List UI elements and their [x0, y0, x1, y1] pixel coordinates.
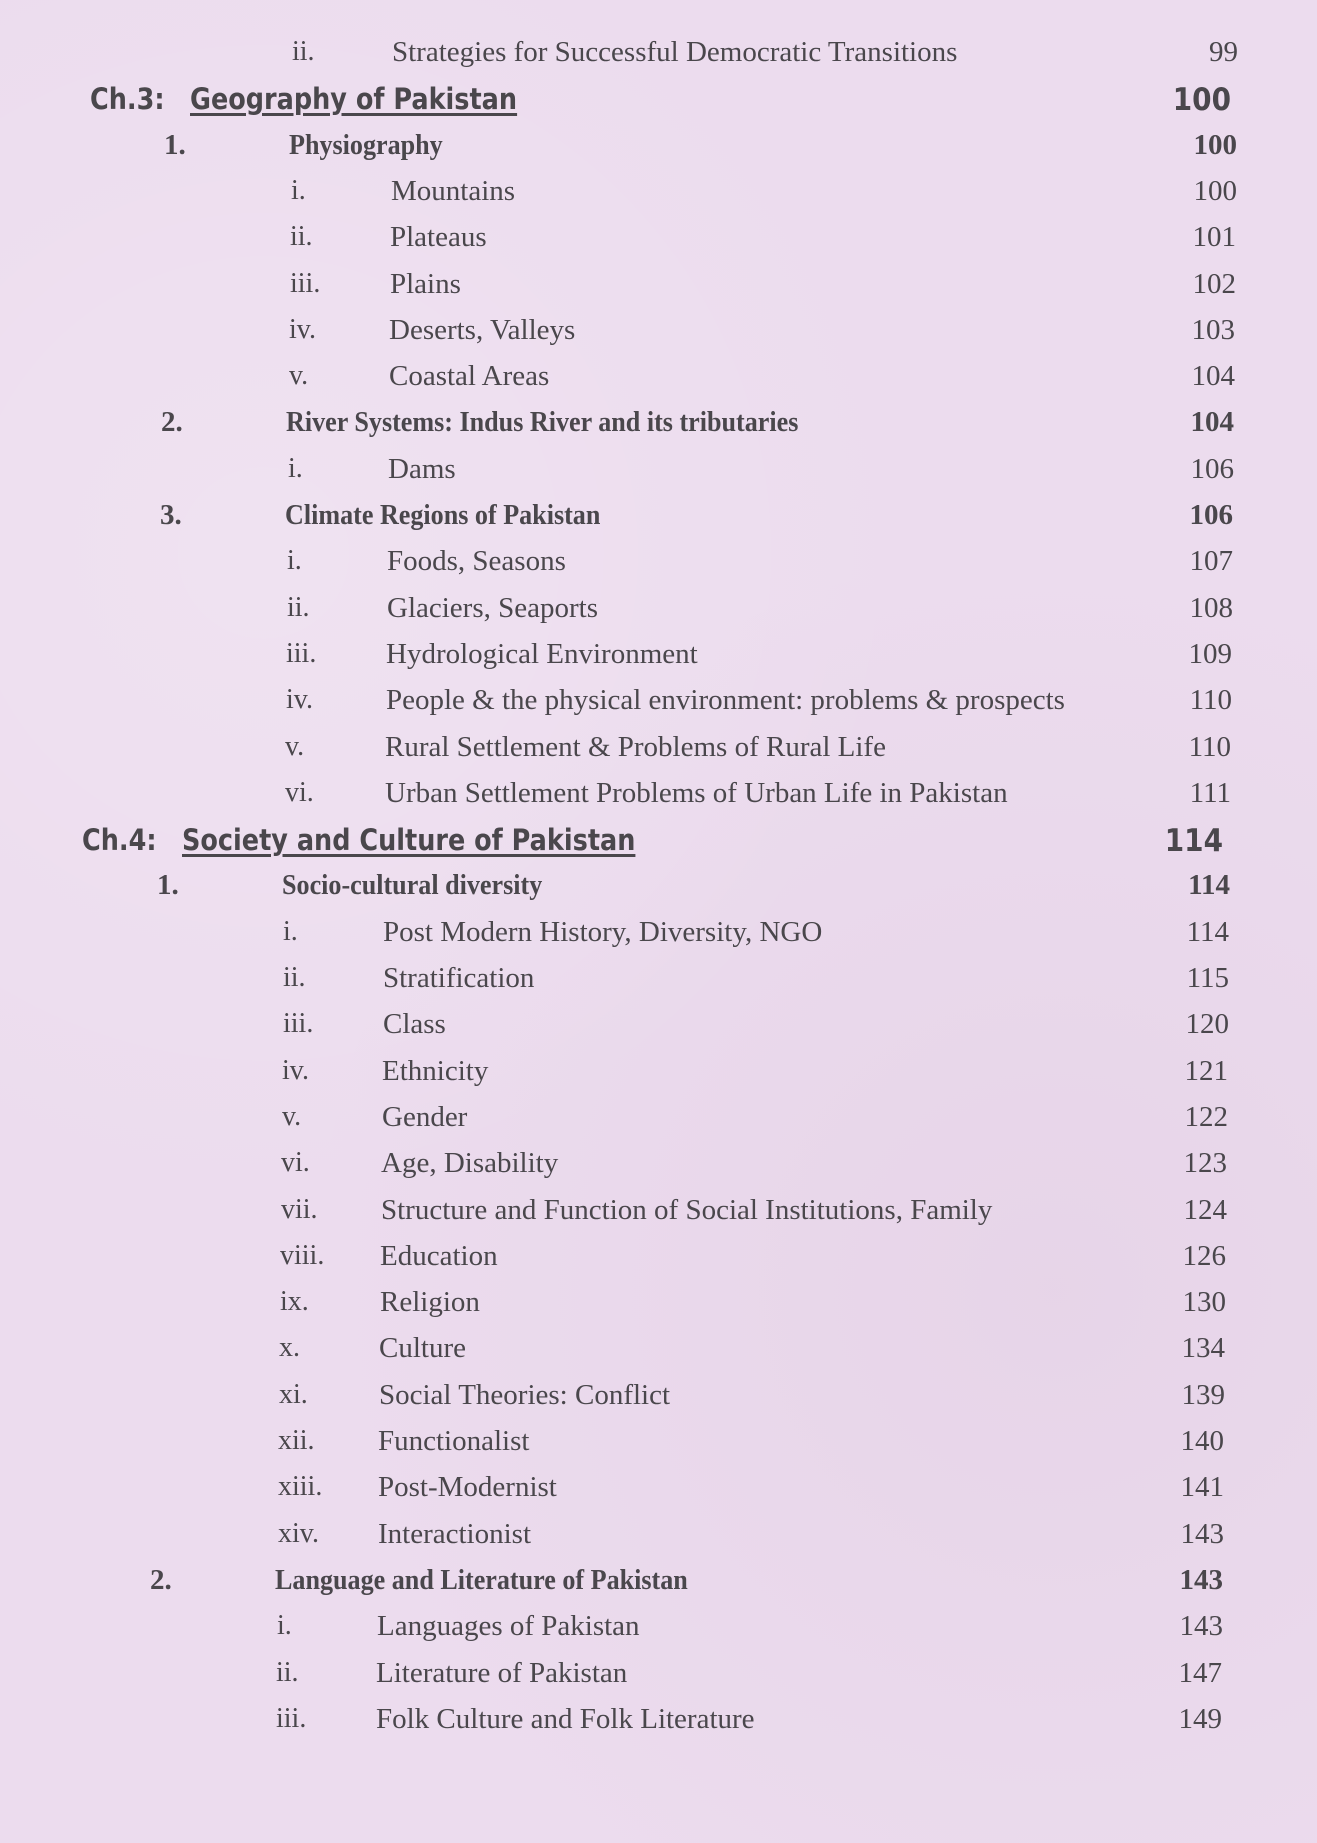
- entry-title: Glaciers, Seaports: [387, 591, 598, 624]
- entry-title: Religion: [380, 1286, 480, 1319]
- chapter-number: Ch.3:: [90, 82, 165, 117]
- section-title: Socio-cultural diversity: [282, 869, 543, 902]
- subsection-entry: [0, 221, 1317, 265]
- page-number: 143: [1179, 1563, 1223, 1596]
- subsection-entry: [0, 175, 1317, 219]
- subsection-entry: [0, 1703, 1317, 1747]
- page-number: 104: [1191, 360, 1235, 393]
- subsection-entry: [0, 777, 1317, 821]
- subsection-entry: [0, 1425, 1317, 1469]
- entry-title: Structure and Function of Social Institutions, Family: [381, 1193, 993, 1226]
- page-number: 114: [1164, 823, 1223, 860]
- entry-number: iii.: [283, 1008, 314, 1040]
- section-entry: [0, 499, 1317, 543]
- page-number: 101: [1192, 221, 1236, 254]
- subsection-entry: [0, 638, 1317, 682]
- entry-title: Mountains: [391, 174, 516, 207]
- page-number: 141: [1180, 1471, 1224, 1504]
- page-number: 122: [1184, 1100, 1228, 1133]
- subsection-entry: [0, 453, 1317, 497]
- entry-title: Plateaus: [390, 221, 487, 254]
- page-number: 124: [1183, 1193, 1227, 1226]
- page-number: 102: [1192, 267, 1236, 300]
- chapter-title: Geography of Pakistan: [190, 82, 518, 117]
- entry-number: ii.: [292, 36, 315, 67]
- entry-number: iii.: [290, 267, 321, 299]
- page-number: 106: [1190, 452, 1234, 485]
- entry-number: ix.: [280, 1286, 309, 1318]
- section-number: 2.: [150, 1563, 172, 1596]
- entry-title: Age, Disability: [381, 1147, 559, 1180]
- page-number: 140: [1180, 1425, 1224, 1457]
- entry-title: Interactionist: [378, 1517, 532, 1550]
- section-title: Language and Literature of Pakistan: [275, 1563, 688, 1596]
- entry-title: Folk Culture and Folk Literature: [376, 1702, 755, 1735]
- section-entry: [0, 406, 1317, 450]
- subsection-entry: [0, 962, 1317, 1006]
- entry-title: Plains: [390, 267, 461, 300]
- entry-number: iii.: [286, 637, 317, 669]
- chapter-title: Society and Culture of Pakistan: [182, 823, 636, 858]
- entry-number: i.: [283, 915, 298, 947]
- entry-title: People & the physical environment: problems & prospects: [386, 684, 1065, 717]
- entry-number: vii.: [281, 1193, 318, 1225]
- page-number: 130: [1182, 1286, 1226, 1319]
- subsection-entry: [0, 1518, 1317, 1562]
- entry-number: xi.: [279, 1378, 308, 1410]
- entry-number: xiv.: [278, 1517, 319, 1549]
- entry-number: ii.: [290, 221, 313, 253]
- page-number: 104: [1190, 406, 1234, 439]
- entry-number: viii.: [280, 1239, 325, 1271]
- chapter-number: Ch.4:: [82, 823, 157, 858]
- entry-title: Urban Settlement Problems of Urban Life in Pakistan: [385, 776, 1008, 809]
- page-number: 100: [1172, 82, 1231, 119]
- entry-number: xiii.: [278, 1471, 323, 1503]
- entry-title: Functionalist: [378, 1425, 530, 1457]
- subsection-entry: [0, 1379, 1317, 1423]
- entry-number: v.: [285, 730, 305, 762]
- page-number: 110: [1188, 730, 1231, 763]
- entry-title: Hydrological Environment: [386, 637, 698, 670]
- subsection-entry: [0, 916, 1317, 960]
- section-title: Climate Regions of Pakistan: [285, 499, 601, 531]
- entry-title: Foods, Seasons: [387, 545, 566, 578]
- page-number: 111: [1189, 776, 1231, 809]
- subsection-entry: [0, 1332, 1317, 1376]
- subsection-entry: [0, 1610, 1317, 1654]
- entry-title: Deserts, Valleys: [389, 313, 576, 346]
- page-number: 114: [1186, 915, 1229, 948]
- entry-title: Dams: [388, 452, 456, 485]
- entry-number: iv.: [286, 684, 313, 716]
- entry-number: ii.: [276, 1656, 299, 1688]
- subsection-entry: [0, 1194, 1317, 1238]
- chapter-heading: [0, 823, 1317, 867]
- page-number: 120: [1185, 1008, 1229, 1041]
- page-number: 110: [1189, 684, 1232, 717]
- entry-number: ii.: [283, 962, 306, 993]
- entry-number: i.: [291, 174, 306, 206]
- entry-title: Literature of Pakistan: [376, 1656, 628, 1689]
- page-number: 134: [1181, 1332, 1225, 1365]
- subsection-entry: [0, 1240, 1317, 1284]
- page-number: 108: [1189, 591, 1233, 624]
- section-entry: [0, 129, 1317, 173]
- subsection-entry: [0, 1101, 1317, 1145]
- subsection-entry: [0, 268, 1317, 312]
- entry-title: Gender: [382, 1100, 468, 1133]
- subsection-entry: [0, 1286, 1317, 1330]
- section-title: Physiography: [289, 128, 443, 161]
- page-number: 121: [1184, 1054, 1228, 1087]
- subsection-entry: [0, 36, 1317, 80]
- entry-number: iv.: [289, 313, 316, 345]
- entry-number: i.: [287, 545, 302, 577]
- entry-number: i.: [288, 452, 303, 484]
- page-number: 107: [1189, 545, 1233, 578]
- entry-title: Coastal Areas: [389, 360, 550, 393]
- section-number: 1.: [164, 128, 186, 161]
- page-number: 147: [1178, 1656, 1222, 1689]
- page-number: 143: [1180, 1517, 1224, 1550]
- subsection-entry: [0, 731, 1317, 775]
- chapter-heading: [0, 82, 1317, 126]
- entry-title: Languages of Pakistan: [377, 1610, 640, 1643]
- subsection-entry: [0, 360, 1317, 404]
- entry-title: Post-Modernist: [378, 1471, 557, 1504]
- entry-title: Stratification: [383, 962, 535, 994]
- page-number: 106: [1189, 499, 1233, 531]
- subsection-entry: [0, 1008, 1317, 1052]
- page-number: 100: [1193, 128, 1237, 161]
- page-number: 139: [1181, 1378, 1225, 1411]
- subsection-entry: [0, 1147, 1317, 1191]
- entry-number: vi.: [281, 1147, 310, 1179]
- page-number: 99: [1209, 36, 1238, 68]
- page-number: 109: [1188, 637, 1232, 670]
- entry-number: ii.: [287, 591, 310, 623]
- entry-title: Culture: [379, 1332, 466, 1365]
- page-number: 149: [1178, 1702, 1222, 1735]
- entry-number: i.: [277, 1610, 292, 1642]
- entry-number: v.: [282, 1100, 302, 1132]
- subsection-entry: [0, 1055, 1317, 1099]
- entry-number: iii.: [276, 1702, 307, 1734]
- entry-title: Ethnicity: [382, 1054, 489, 1087]
- entry-number: xii.: [278, 1425, 315, 1456]
- section-title: River Systems: Indus River and its tributaries: [286, 406, 799, 439]
- entry-title: Social Theories: Conflict: [379, 1378, 671, 1411]
- section-number: 1.: [157, 869, 179, 902]
- section-number: 3.: [160, 499, 182, 531]
- entry-title: Strategies for Successful Democratic Transitions: [392, 36, 958, 68]
- entry-title: Class: [383, 1008, 446, 1041]
- entry-title: Rural Settlement & Problems of Rural Life: [385, 730, 886, 763]
- page-number: 126: [1182, 1239, 1226, 1272]
- section-number: 2.: [161, 406, 183, 439]
- subsection-entry: [0, 545, 1317, 589]
- page-number: 115: [1186, 962, 1229, 994]
- subsection-entry: [0, 592, 1317, 636]
- subsection-entry: [0, 1657, 1317, 1701]
- subsection-entry: [0, 314, 1317, 358]
- page-number: 114: [1188, 869, 1230, 902]
- entry-number: iv.: [282, 1054, 309, 1086]
- section-entry: [0, 1564, 1317, 1608]
- subsection-entry: [0, 1471, 1317, 1515]
- section-entry: [0, 869, 1317, 913]
- entry-number: v.: [289, 360, 309, 392]
- entry-number: x.: [279, 1332, 300, 1364]
- page-number: 143: [1179, 1610, 1223, 1643]
- page-number: 103: [1191, 313, 1235, 346]
- entry-title: Education: [380, 1239, 498, 1272]
- page-number: 100: [1193, 174, 1237, 207]
- page-number: 123: [1183, 1147, 1227, 1180]
- subsection-entry: [0, 684, 1317, 728]
- entry-title: Post Modern History, Diversity, NGO: [383, 915, 823, 948]
- entry-number: vi.: [285, 776, 314, 808]
